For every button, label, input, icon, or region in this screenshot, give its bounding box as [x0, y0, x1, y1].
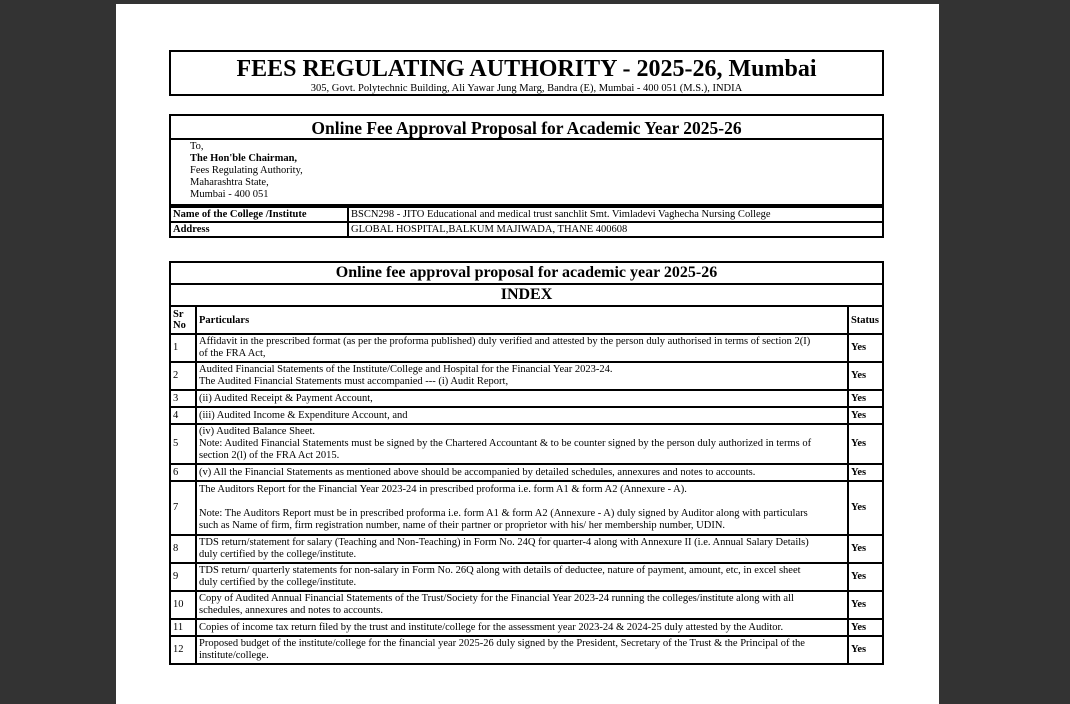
row-sr-no: 9 — [170, 563, 196, 591]
particulars-line: Note: The Auditors Report must be in prescribed proforma i.e. form A1 & form A2 (Annexure - A) duly signed by Auditor along with particulars — [199, 508, 808, 519]
particulars-line: such as Name of firm, firm registration number, name of their partner or proprietor with his/ her membership number, UDIN. — [199, 520, 726, 531]
row-status: Yes — [848, 636, 883, 664]
index-row — [170, 636, 883, 664]
index-subheading: INDEX — [170, 284, 883, 306]
index-row — [170, 535, 883, 563]
particulars-line: Copies of income tax return filed by the trust and institute/college for the assessment year 2023-24 & 2024-25 duly attested by the Auditor. — [199, 621, 784, 633]
row-sr-no: 12 — [170, 636, 196, 664]
addressee-block — [169, 140, 884, 206]
row-sr-no: 10 — [170, 591, 196, 619]
row-sr-no: 7 — [170, 481, 196, 535]
row-sr-no: 11 — [170, 619, 196, 636]
index-header-row — [170, 306, 883, 334]
sr-header-line: Sr — [173, 309, 184, 320]
authority-title: FEES REGULATING AUTHORITY - 2025-26, Mumbai — [236, 56, 817, 82]
authority-address: 305, Govt. Polytechnic Building, Ali Yawar Jung Marg, Bandra (E), Mumbai - 400 051 (M.S.), INDIA — [310, 83, 743, 94]
row-particulars — [196, 424, 848, 464]
row-status: Yes — [848, 481, 883, 535]
index-heading: Online fee approval proposal for academic year 2025-26 — [170, 262, 883, 284]
particulars-line: TDS return/statement for salary (Teaching and Non-Teaching) in Form No. 24Q for quarter-4 along with Annexure II (i.e. Annual Salary Details) — [199, 537, 809, 548]
addressee-line: To, — [190, 141, 204, 152]
college-details-table — [169, 206, 884, 238]
addressee-line: Mumbai - 400 051 — [190, 189, 269, 200]
row-sr-no: 5 — [170, 424, 196, 464]
index-row — [170, 390, 883, 407]
particulars-line: (ii) Audited Receipt & Payment Account, — [199, 392, 373, 404]
row-status: Yes — [848, 464, 883, 481]
column-header-particulars: Particulars — [196, 306, 848, 334]
particulars-line: The Auditors Report for the Financial Year 2023-24 in prescribed proforma i.e. form A1 & form A2 (Annexure - A). — [199, 484, 687, 495]
row-status: Yes — [848, 334, 883, 362]
index-rows — [170, 334, 883, 664]
row-particulars — [196, 464, 848, 481]
addressee-line: Maharashtra State, — [190, 177, 269, 188]
row-sr-no: 6 — [170, 464, 196, 481]
particulars-line — [199, 496, 845, 508]
particulars-line: The Audited Financial Statements must accompanied --- (i) Audit Report, — [199, 376, 509, 387]
college-name-label: Name of the College /Institute — [170, 207, 348, 222]
column-header-status: Status — [848, 306, 883, 334]
document-page — [116, 4, 939, 704]
particulars-line: Note: Audited Financial Statements must be signed by the Chartered Accountant & to be counter signed by the person duly authorized in terms of — [199, 438, 812, 449]
index-table — [169, 261, 884, 665]
row-status: Yes — [848, 619, 883, 636]
college-name-row — [170, 207, 883, 222]
authority-header — [169, 50, 884, 96]
row-particulars — [196, 636, 848, 664]
row-status: Yes — [848, 591, 883, 619]
row-particulars — [196, 481, 848, 535]
row-particulars — [196, 563, 848, 591]
particulars-line: duly certified by the college/institute. — [199, 549, 357, 560]
row-status: Yes — [848, 362, 883, 390]
row-status: Yes — [848, 563, 883, 591]
row-particulars — [196, 591, 848, 619]
sr-header-line: No — [173, 320, 186, 331]
particulars-line: Proposed budget of the institute/college for the financial year 2025-26 duly signed by the President, Secretary of the Trust & the Principal of the — [199, 638, 805, 649]
particulars-line: duly certified by the college/institute. — [199, 577, 357, 588]
college-address-row — [170, 222, 883, 237]
index-row — [170, 591, 883, 619]
row-particulars — [196, 535, 848, 563]
particulars-line: TDS return/ quarterly statements for non-salary in Form No. 26Q along with details of deductee, nature of payment, amount, etc, in excel sheet — [199, 565, 801, 576]
particulars-line: section 2(l) of the FRA Act 2015. — [199, 450, 340, 461]
particulars-line: (iii) Audited Income & Expenditure Account, and — [199, 409, 408, 421]
row-sr-no: 3 — [170, 390, 196, 407]
index-row — [170, 563, 883, 591]
index-row — [170, 407, 883, 424]
row-particulars — [196, 362, 848, 390]
row-status: Yes — [848, 407, 883, 424]
proposal-block — [169, 114, 884, 244]
index-block — [169, 261, 884, 665]
particulars-line: Audited Financial Statements of the Institute/College and Hospital for the Financial Year 2023-24. — [199, 364, 613, 375]
particulars-line: schedules, annexures and notes to accounts. — [199, 605, 383, 616]
particulars-line: (iv) Audited Balance Sheet. — [199, 426, 316, 437]
row-particulars — [196, 390, 848, 407]
index-row — [170, 481, 883, 535]
index-row — [170, 464, 883, 481]
particulars-line: Affidavit in the prescribed format (as per the proforma published) duly verified and attested by the person duly authorised in terms of section 2(I) — [199, 336, 811, 347]
row-particulars — [196, 619, 848, 636]
index-row — [170, 334, 883, 362]
particulars-line: institute/college. — [199, 650, 269, 661]
row-sr-no: 2 — [170, 362, 196, 390]
college-name-value: BSCN298 - JITO Educational and medical trust sanchlit Smt. Vimladevi Vaghecha Nursing College — [348, 207, 883, 222]
row-sr-no: 8 — [170, 535, 196, 563]
row-status: Yes — [848, 535, 883, 563]
row-particulars — [196, 407, 848, 424]
row-particulars — [196, 334, 848, 362]
row-sr-no: 4 — [170, 407, 196, 424]
addressee-line: Fees Regulating Authority, — [190, 165, 303, 176]
row-status: Yes — [848, 424, 883, 464]
proposal-title: Online Fee Approval Proposal for Academic Year 2025-26 — [169, 114, 884, 140]
column-header-sr — [170, 306, 196, 334]
college-address-label: Address — [170, 222, 348, 237]
row-sr-no: 1 — [170, 334, 196, 362]
row-status: Yes — [848, 390, 883, 407]
particulars-line: of the FRA Act, — [199, 348, 266, 359]
addressee-line: The Hon'ble Chairman, — [190, 153, 298, 164]
index-row — [170, 424, 883, 464]
index-row — [170, 362, 883, 390]
index-row — [170, 619, 883, 636]
particulars-line: Copy of Audited Annual Financial Statements of the Trust/Society for the Financial Year 2023-24 running the colleges/institute along with all — [199, 593, 794, 604]
college-address-value: GLOBAL HOSPITAL,BALKUM MAJIWADA, THANE 400608 — [348, 222, 883, 237]
particulars-line: (v) All the Financial Statements as mentioned above should be accompanied by detailed schedules, annexures and notes to accounts. — [199, 466, 756, 478]
